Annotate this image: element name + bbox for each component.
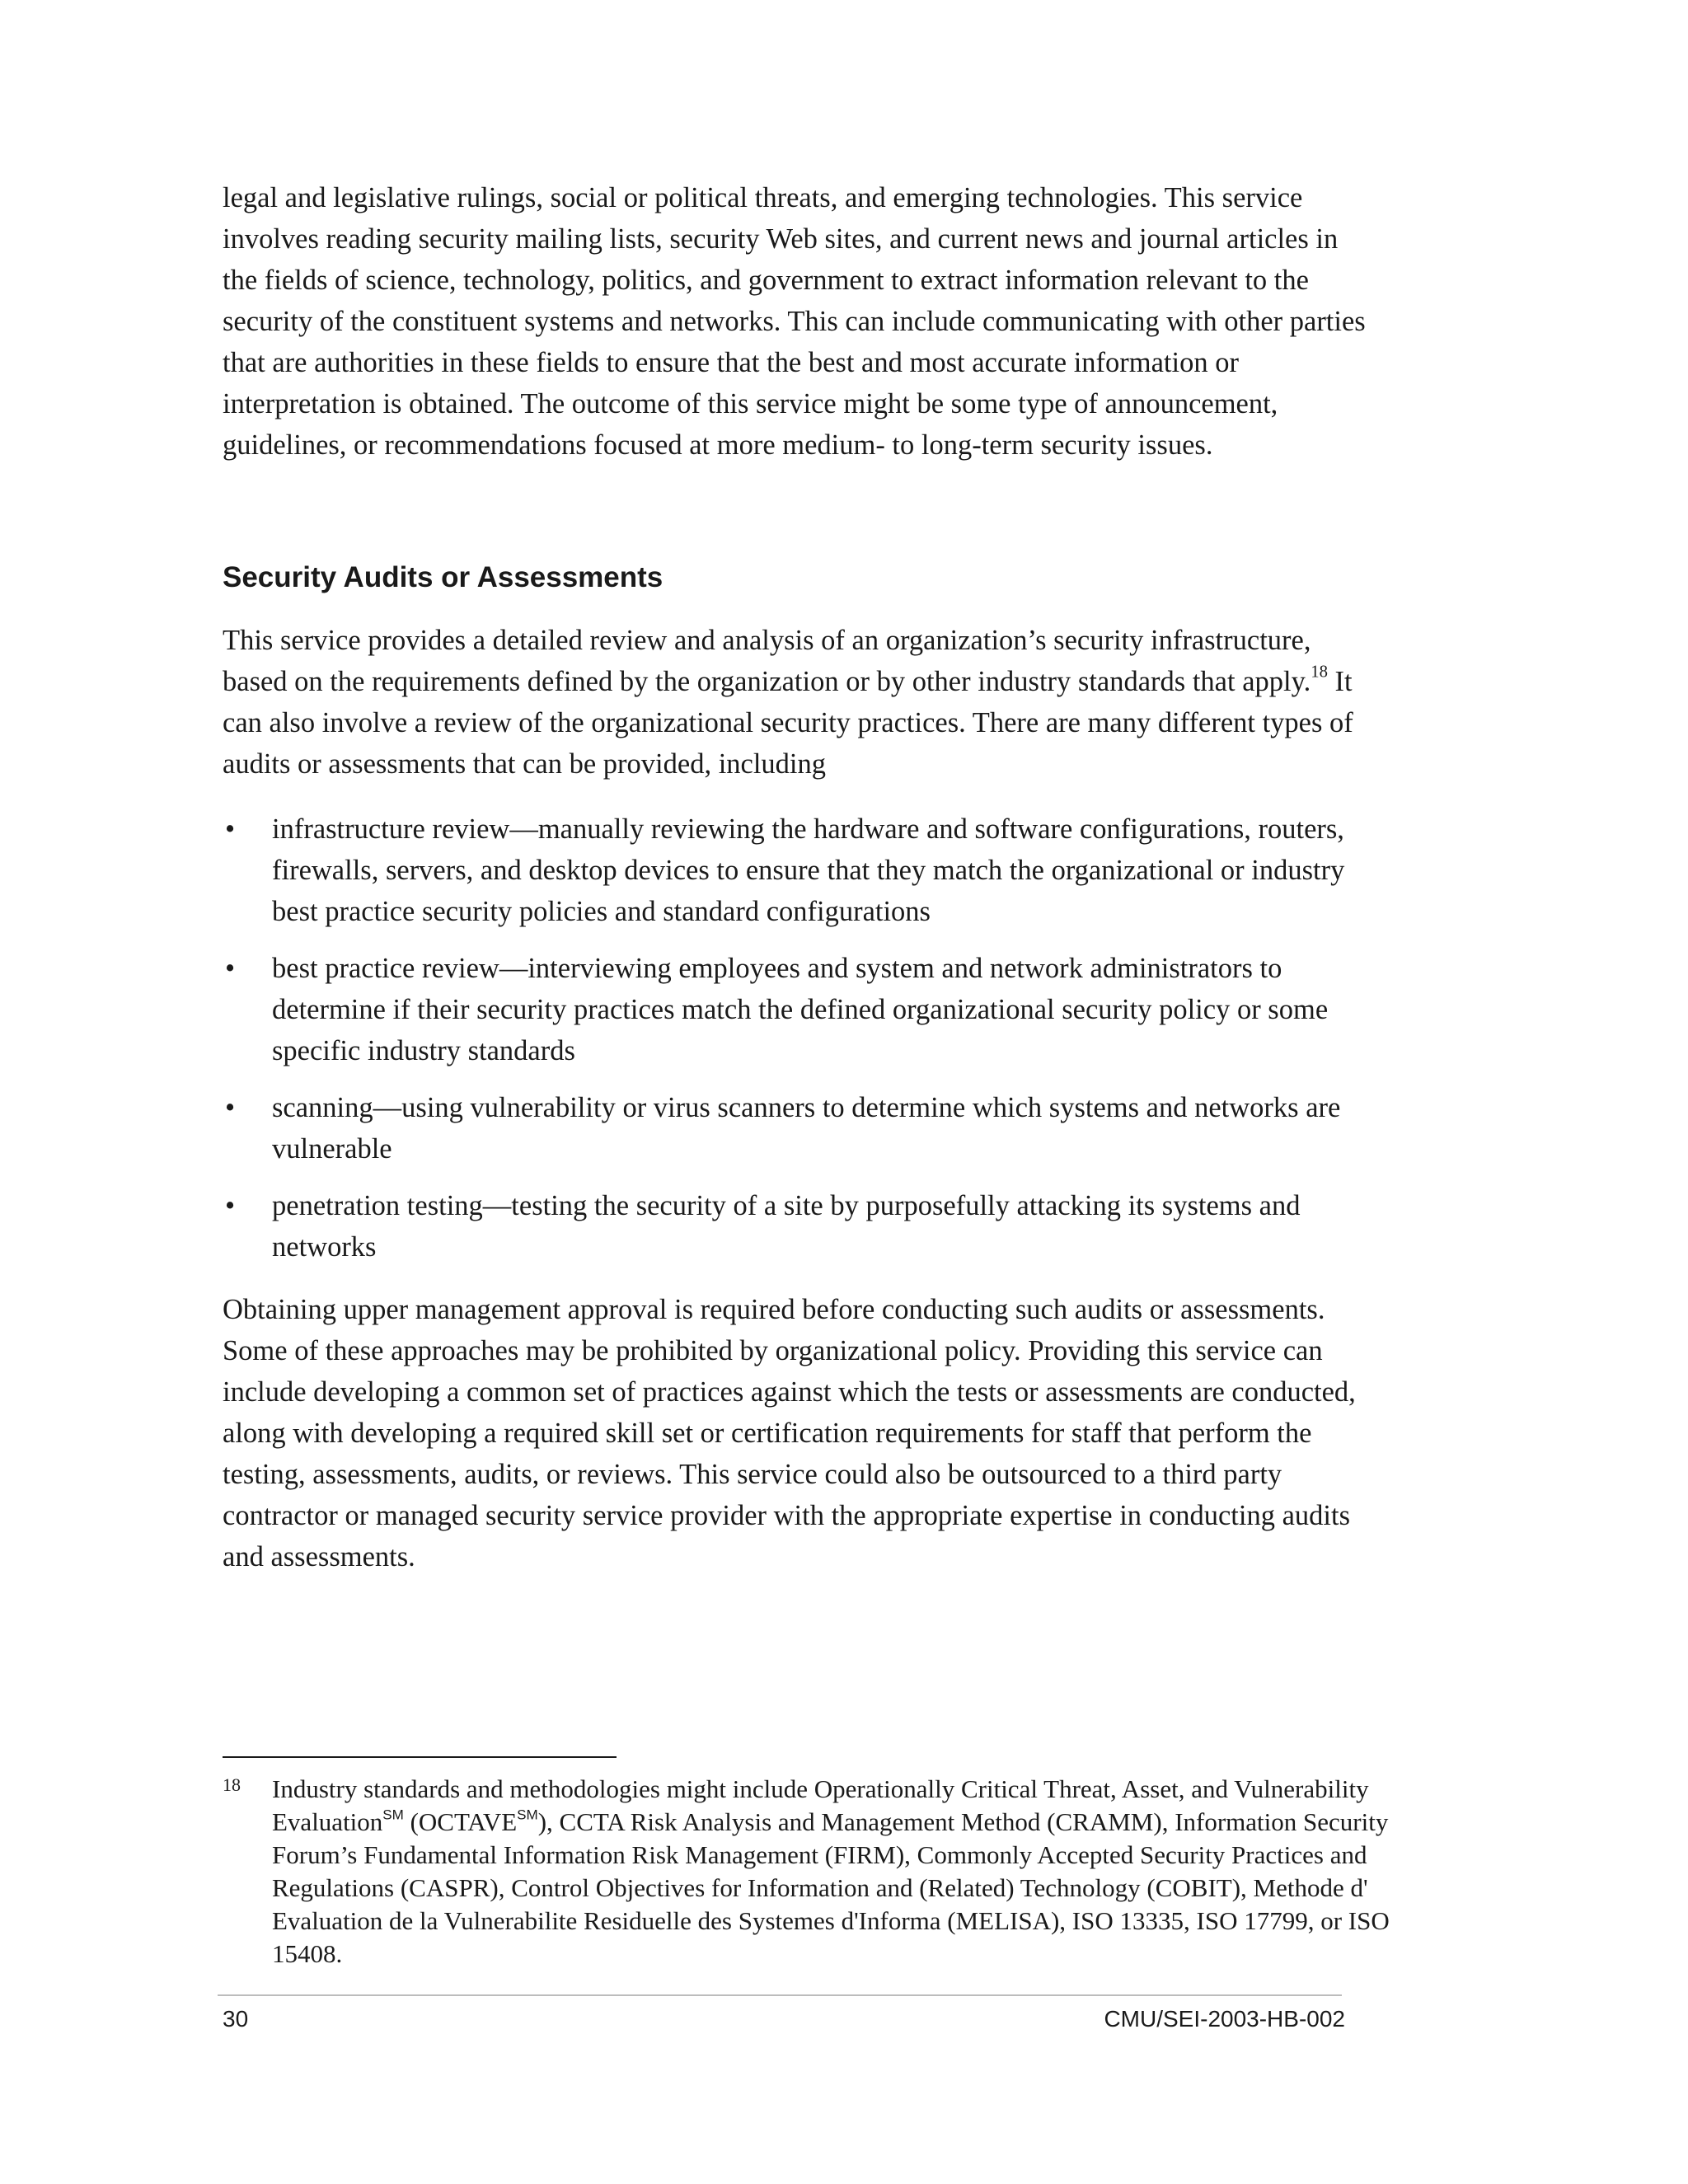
assessment-types-list xyxy=(223,808,1393,1283)
list-item-text: infrastructure review—manually reviewing the hardware and software configurations, routers, firewalls, servers, and desktop devices to ensure that they match the organizational or industry best practice security policies and standard configurations xyxy=(272,813,1345,927)
list-item xyxy=(223,1185,1393,1268)
bullet-icon: • xyxy=(225,813,236,845)
list-item xyxy=(223,948,1393,1071)
footnote-number: 18 xyxy=(223,1774,241,1795)
document-id: CMU/SEI-2003-HB-002 xyxy=(1104,2006,1345,2032)
paragraph-1-text-start: This service provides a detailed review and analysis of an organization’s security infrastructure, based on the requirements defined by the organization or by other industry standards that apply. xyxy=(223,625,1311,697)
list-item-text: best practice review—interviewing employees and system and network administrators to determine if their security practices match the defined organizational security policy or some specific industry standards xyxy=(272,953,1329,1066)
footnote-reference[interactable]: 18 xyxy=(1311,663,1328,682)
footnote-divider xyxy=(223,1756,617,1758)
section-paragraph-1 xyxy=(223,620,1376,785)
section-paragraph-2: Obtaining upper management approval is required before conducting such audits or assessments. Some of these approaches may be prohibited by organizational policy. Providing this service can include developing a common set of practices against which the tests or assessments are conducted, along with developing a required skill set or certification requirements for staff that perform the testing, assessments, audits, or reviews. This service could also be outsourced to a third party contractor or managed security service provider with the appropriate expertise in conducting audits and assessments. xyxy=(223,1294,1356,1572)
footnote-text-part-3: ), CCTA Risk Analysis and Management Method (CRAMM), Information Security Forum’s Fundamental Information Risk Management (FIRM), Commonly Accepted Security Practices and Regulations (CASPR), Control Objectives for Information and (Related) Technology (COBIT), Methode d' Evaluation de la Vulnerabilite Residuelle des Systemes d'Informa (MELISA), ISO 13335, ISO 17799, or ISO 15408. xyxy=(272,1807,1390,1968)
list-item xyxy=(223,808,1393,932)
list-item xyxy=(223,1087,1393,1169)
list-item-text: scanning—using vulnerability or virus scanners to determine which systems and networks are vulnerable xyxy=(272,1092,1341,1165)
paragraph-1-text-end: It can also involve a review of the organizational security practices. There are many different types of audits or assessments that can be provided, including xyxy=(223,666,1353,780)
footnote-text-part-1: Industry standards and methodologies might include Operationally Critical Threat, Asset, and Vulnerability Evaluation xyxy=(272,1774,1369,1836)
intro-paragraph: legal and legislative rulings, social or political threats, and emerging technologies. This service involves reading security mailing lists, security Web sites, and current news and journal articles in the fields of science, technology, politics, and government to extract information relevant to the security of the constituent systems and networks. This can include communicating with other parties that are authorities in these fields to ensure that the best and most accurate information or interpretation is obtained. The outcome of this service might be some type of announcement, guidelines, or recommendations focused at more medium- to long-term security issues. xyxy=(223,182,1366,461)
section-heading: Security Audits or Assessments xyxy=(223,561,663,593)
footnote-text xyxy=(272,1773,1393,1971)
bullet-icon: • xyxy=(225,1092,236,1123)
service-mark: SM xyxy=(382,1807,404,1823)
service-mark: SM xyxy=(517,1807,538,1823)
bullet-icon: • xyxy=(225,953,236,984)
list-item-text: penetration testing—testing the security of a site by purposefully attacking its systems and networks xyxy=(272,1190,1301,1263)
footnote-text-part-2: (OCTAVE xyxy=(403,1807,518,1836)
page-number: 30 xyxy=(223,2006,249,2032)
bullet-icon: • xyxy=(225,1190,236,1221)
footer-divider xyxy=(218,1994,1342,1996)
